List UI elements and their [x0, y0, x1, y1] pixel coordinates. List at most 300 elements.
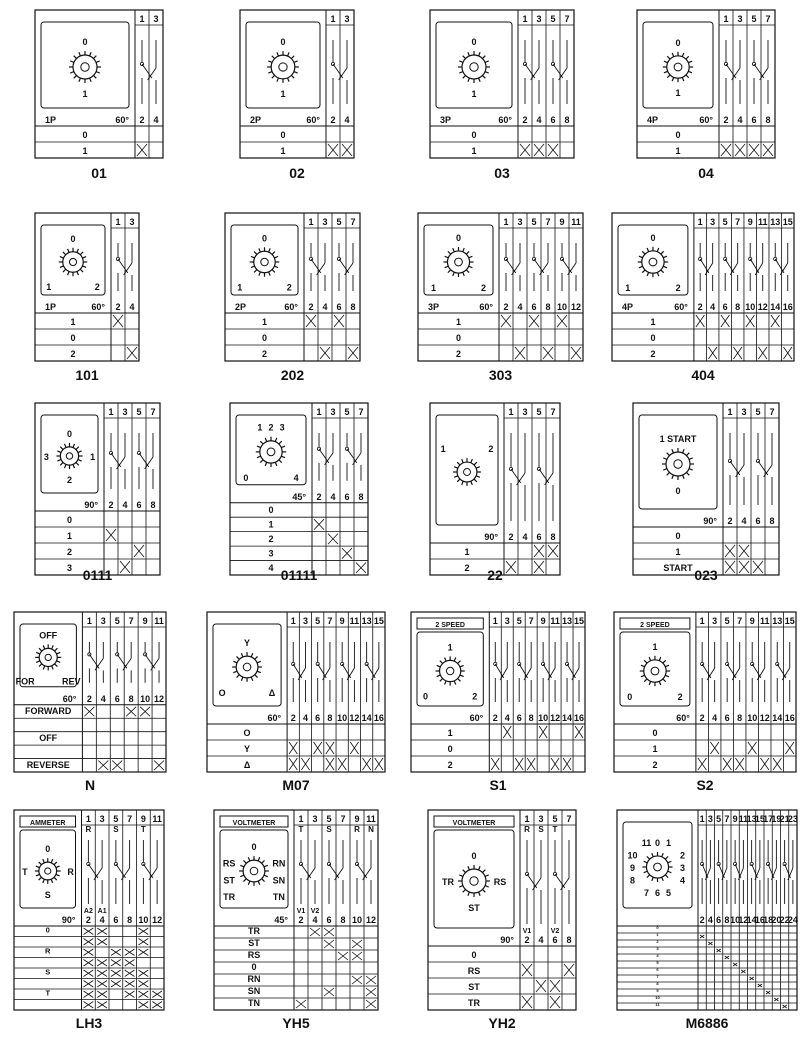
terminal-number: 12	[757, 302, 768, 312]
panel-code-label: 101	[75, 367, 99, 383]
terminal-number: 2	[290, 713, 296, 723]
terminal-number: 9	[142, 616, 148, 626]
position-label: 2	[94, 282, 100, 293]
switch-panel-01	[35, 10, 163, 158]
terminal-label: T	[298, 825, 304, 834]
terminal-number: 12	[738, 915, 749, 925]
position-row-label: RS	[247, 950, 261, 960]
position-row-label: 4	[656, 953, 659, 958]
position-label: 1 START	[659, 434, 697, 444]
terminal-number: 9	[732, 814, 738, 824]
terminal-number: 1	[115, 217, 121, 227]
terminal-number: 11	[152, 814, 162, 824]
terminal-number: 2	[108, 500, 114, 510]
terminal-number: 6	[531, 302, 537, 312]
terminal-number: 9	[540, 616, 546, 626]
position-row-label: 2	[66, 547, 73, 557]
pole-type: 4P	[647, 115, 659, 125]
terminal-number: 11	[550, 616, 560, 626]
terminal-number: 14	[562, 713, 573, 723]
terminal-number: 15	[754, 814, 765, 824]
terminal-number: 5	[550, 14, 556, 24]
position-label: FOR	[15, 676, 35, 687]
terminal-number: 16	[782, 302, 793, 312]
position-label: 4	[293, 473, 299, 484]
terminal-number: 8	[528, 713, 534, 723]
position-row-label: 2	[447, 760, 453, 770]
switch-angle: 60°	[91, 302, 105, 312]
terminal-number: 4	[122, 500, 128, 510]
terminal-number: 5	[114, 616, 120, 626]
terminal-number: 4	[100, 693, 106, 704]
position-label: 2	[481, 283, 487, 294]
terminal-number: 11	[738, 814, 749, 824]
terminal-number: 10	[337, 713, 348, 723]
switch-panel-02	[240, 10, 354, 158]
terminal-number: 1	[524, 814, 530, 824]
terminal-number: 4	[707, 915, 713, 925]
position-label: 0	[675, 486, 681, 496]
position-row-label: 0	[471, 130, 477, 140]
terminal-number: 6	[552, 935, 558, 945]
position-row-label: ST	[468, 982, 480, 992]
terminal-number: 4	[710, 302, 716, 312]
panel-code-label: 303	[488, 367, 513, 383]
terminal-number: 6	[326, 915, 332, 925]
position-label: 0	[650, 232, 656, 243]
terminal-number: 10	[351, 915, 363, 925]
panel-code-label: 02	[289, 165, 305, 181]
position-label: 3	[680, 863, 686, 873]
terminal-number: 12	[152, 915, 163, 925]
knob-icon	[447, 251, 469, 273]
position-row-label: 1	[471, 146, 477, 156]
terminal-number: 8	[150, 500, 156, 510]
switch-panel-04	[637, 10, 775, 158]
switch-panel-LH3	[14, 810, 164, 1010]
position-label: R	[67, 867, 74, 877]
position-row-label: 1	[675, 146, 681, 156]
position-row-label: ST	[248, 938, 260, 948]
terminal-number: 14	[746, 915, 757, 925]
position-label: 0	[471, 37, 477, 47]
position-row-label: 9	[656, 988, 659, 993]
terminal-number: 1	[108, 407, 114, 417]
position-label: 0	[251, 842, 257, 853]
position-row-label: 2	[70, 349, 76, 359]
position-label: 5	[666, 888, 672, 899]
position-row-label: Δ	[243, 760, 251, 770]
terminal-number: 3	[707, 814, 713, 824]
position-label: 0	[280, 37, 286, 48]
position-label: 0	[70, 233, 76, 244]
knob-icon	[644, 660, 666, 682]
position-row-label: 0	[656, 925, 659, 930]
switch-angle: 45°	[292, 491, 306, 502]
position-label: 2	[488, 444, 494, 455]
terminal-number: 3	[302, 616, 308, 626]
position-label: 1	[652, 641, 658, 652]
terminal-number: 5	[516, 616, 522, 626]
terminal-number: 10	[730, 915, 741, 925]
knob-icon	[60, 447, 78, 465]
terminal-number: 1	[316, 407, 322, 417]
switch-panel-303	[418, 213, 583, 361]
terminal-number: 2	[727, 516, 733, 526]
knob-icon	[236, 656, 258, 678]
terminal-number: 3	[330, 407, 336, 417]
terminal-number: 1	[699, 616, 705, 626]
pole-type: 4P	[622, 302, 634, 312]
terminal-number: 4	[322, 302, 328, 312]
terminal-number: 1	[290, 616, 296, 626]
terminal-number: 8	[358, 491, 364, 502]
switch-angle: 90°	[84, 500, 98, 510]
terminal-number: 18	[763, 915, 774, 925]
terminal-number: 5	[315, 616, 321, 626]
knob-icon	[39, 862, 57, 880]
position-label: 1	[675, 88, 681, 99]
position-row-label: OFF	[39, 733, 58, 744]
knob-icon	[457, 462, 477, 482]
terminal-label: R	[524, 825, 530, 834]
knob-icon	[63, 252, 83, 272]
terminal-number: 12	[154, 693, 165, 704]
terminal-number: 3	[710, 217, 716, 227]
terminal-number: 5	[755, 407, 761, 417]
terminal-label: A1	[97, 908, 107, 915]
switch-angle: 90°	[703, 516, 717, 526]
terminal-number: 1	[697, 217, 703, 227]
position-label: 3	[279, 422, 285, 433]
terminal-label: R	[85, 825, 92, 834]
terminal-number: 3	[517, 217, 523, 227]
terminal-number: 7	[566, 814, 572, 824]
terminal-number: 7	[765, 14, 771, 24]
position-row-label: 2	[656, 939, 659, 944]
terminal-number: 11	[154, 616, 164, 626]
terminal-number: 7	[128, 616, 134, 626]
terminal-number: 7	[350, 217, 356, 227]
terminal-number: 9	[749, 616, 755, 626]
terminal-number: 3	[504, 616, 510, 626]
position-label: 2	[66, 475, 73, 486]
pole-type: 1P	[45, 115, 57, 125]
knob-icon	[642, 251, 664, 273]
position-label: T	[22, 867, 28, 877]
position-row-label: 1	[675, 547, 681, 557]
switch-panel-S2	[614, 612, 796, 772]
terminal-number: 6	[136, 500, 142, 510]
terminal-number: 2	[697, 302, 703, 312]
terminal-number: 7	[735, 217, 741, 227]
terminal-number: 2	[723, 115, 729, 125]
terminal-number: 2	[139, 115, 145, 125]
position-row-label: 8	[656, 981, 659, 986]
position-row-label: 11	[655, 1002, 660, 1007]
terminal-number: 8	[566, 935, 572, 945]
panel-code-label: 01	[91, 165, 107, 181]
switch-angle: 90°	[500, 935, 514, 945]
terminal-number: 7	[358, 407, 364, 417]
terminal-number: 16	[784, 713, 795, 723]
panel-title: VOLTMETER	[452, 820, 496, 827]
terminal-number: 4	[741, 516, 747, 526]
terminal-number: 6	[516, 713, 522, 723]
terminal-number: 3	[522, 407, 528, 417]
terminal-number: 13	[562, 616, 573, 626]
switch-angle: 60°	[267, 713, 282, 723]
position-label: 1	[257, 422, 263, 433]
position-row-label: 2	[650, 349, 656, 359]
panel-code-label: 404	[691, 367, 715, 383]
terminal-number: 3	[312, 814, 318, 824]
switch-angle: 60°	[699, 115, 713, 125]
terminal-number: 13	[746, 814, 757, 824]
terminal-number: 9	[559, 217, 565, 227]
switch-panel-101	[35, 213, 139, 361]
terminal-number: 5	[552, 814, 558, 824]
knob-icon	[39, 648, 57, 666]
panel-code-label: S2	[696, 777, 714, 793]
position-row-label: R	[45, 946, 51, 956]
terminal-number: 13	[770, 217, 781, 227]
knob-icon	[73, 55, 97, 79]
position-label: 6	[654, 888, 661, 899]
switch-panel-202	[225, 213, 360, 361]
position-row-label: S	[45, 967, 51, 977]
position-row-label: 0	[471, 950, 477, 960]
terminal-number: 2	[330, 115, 336, 125]
terminal-number: 6	[550, 115, 556, 125]
knob-icon	[667, 56, 689, 78]
terminal-label: T	[140, 825, 146, 834]
position-label: 1	[666, 837, 672, 848]
position-row-label: RN	[247, 974, 261, 984]
terminal-number: 2	[115, 302, 121, 312]
position-label: 0	[45, 844, 51, 855]
terminal-number: 8	[735, 302, 741, 312]
terminal-label: V2	[550, 928, 560, 935]
terminal-number: 7	[545, 217, 551, 227]
terminal-number: 5	[113, 814, 119, 824]
position-label: O	[218, 687, 226, 698]
terminal-number: 5	[722, 217, 728, 227]
terminal-number: 17	[763, 814, 774, 824]
position-row-label: 0	[45, 925, 50, 935]
position-label: 2	[675, 283, 681, 294]
position-row-label: 0	[261, 333, 268, 343]
terminal-number: 4	[536, 115, 542, 125]
position-row-label: 3	[268, 548, 274, 559]
knob-icon	[462, 55, 486, 79]
position-label: 0	[654, 837, 661, 848]
panel-title: AMMETER	[30, 820, 66, 827]
switch-angle: 60°	[479, 302, 493, 312]
terminal-number: 14	[772, 713, 783, 723]
terminal-label: A2	[83, 908, 93, 915]
terminal-number: 7	[737, 616, 743, 626]
position-row-label: 1	[66, 531, 73, 541]
position-row-label: 7	[656, 974, 659, 979]
position-row-label: 1	[280, 146, 286, 156]
terminal-number: 1	[85, 814, 91, 824]
terminal-number: 19	[771, 814, 782, 824]
position-row-label: 0	[280, 130, 286, 140]
terminal-number: 8	[128, 693, 134, 704]
position-row-label: 0	[650, 333, 656, 343]
position-label: 2	[472, 691, 478, 702]
terminal-number: 6	[336, 302, 342, 312]
terminal-number: 3	[153, 14, 159, 24]
terminal-number: 5	[716, 814, 722, 824]
terminal-label: V2	[310, 908, 320, 915]
terminal-number: 4	[330, 491, 336, 502]
position-label: 1	[447, 642, 453, 653]
terminal-number: 7	[340, 814, 346, 824]
position-label: 0	[471, 851, 477, 861]
position-label: 0	[675, 37, 681, 48]
terminal-label: S	[538, 825, 544, 834]
terminal-number: 5	[751, 14, 757, 24]
terminal-number: 2	[85, 915, 91, 925]
terminal-number: 2	[699, 915, 705, 925]
terminal-number: 15	[784, 616, 795, 626]
position-row-label: 0	[447, 744, 453, 754]
terminal-number: 6	[722, 302, 728, 312]
terminal-number: 7	[769, 407, 775, 417]
position-row-label: 1	[652, 744, 658, 754]
terminal-number: 1	[503, 217, 509, 227]
terminal-number: 3	[741, 407, 747, 417]
pole-type: 2P	[250, 115, 262, 125]
terminal-number: 8	[350, 302, 356, 312]
knob-icon	[254, 251, 275, 272]
terminal-number: 2	[308, 302, 314, 312]
position-label: 2	[286, 282, 292, 293]
terminal-number: 1	[139, 14, 145, 24]
position-label: 10	[627, 850, 638, 861]
terminal-number: 9	[339, 616, 345, 626]
terminal-number: 1	[492, 616, 498, 626]
position-row-label: 1	[82, 146, 88, 156]
position-label: 8	[629, 875, 635, 886]
position-label: 2	[268, 422, 274, 433]
knob-icon	[260, 441, 282, 463]
terminal-number: 10	[138, 915, 149, 925]
position-row-label: 0	[455, 333, 462, 343]
panel-code-label: LH3	[75, 1015, 103, 1031]
terminal-number: 6	[113, 915, 119, 925]
switch-panel-404	[612, 213, 794, 361]
position-label: S	[44, 889, 51, 900]
switch-angle: 60°	[284, 302, 298, 312]
terminal-number: 8	[340, 915, 346, 925]
position-label: 4	[680, 875, 686, 886]
terminal-number: 4	[737, 115, 743, 125]
knob-icon	[646, 856, 668, 878]
position-row-label: 0	[70, 333, 76, 343]
terminal-number: 8	[737, 713, 743, 723]
terminal-number: 5	[531, 217, 537, 227]
position-row-label: REVERSE	[26, 760, 70, 770]
terminal-number: 13	[361, 616, 372, 626]
position-label: ST	[468, 903, 480, 913]
position-row-label: FORWARD	[25, 706, 72, 717]
switch-panel-03	[430, 10, 574, 158]
position-row-label: 1	[70, 317, 76, 327]
terminal-number: 9	[140, 814, 146, 824]
terminal-number: 4	[344, 115, 350, 125]
position-label: SN	[272, 875, 286, 886]
terminal-number: 6	[344, 491, 350, 502]
terminal-number: 13	[772, 616, 783, 626]
terminal-number: 16	[754, 915, 765, 925]
position-row-label: 0	[675, 130, 681, 140]
terminal-number: 2	[86, 693, 92, 704]
terminal-number: 8	[564, 115, 570, 125]
switch-panel-0111	[35, 403, 160, 575]
position-row-label: 6	[656, 967, 659, 972]
terminal-number: 11	[349, 616, 360, 626]
position-label: Δ	[268, 687, 276, 698]
position-row-label: 2	[261, 349, 268, 359]
terminal-number: 2	[316, 491, 322, 502]
panel-code-label: 03	[494, 165, 510, 181]
terminal-number: 8	[545, 302, 551, 312]
terminal-label: N	[368, 825, 374, 834]
position-label: 2	[677, 692, 683, 703]
position-label: 3	[43, 452, 49, 462]
terminal-number: 8	[765, 115, 771, 125]
panel-code-label: N	[84, 777, 96, 793]
terminal-number: 2	[699, 713, 705, 723]
terminal-number: 7	[564, 14, 570, 24]
position-label: RS	[222, 858, 236, 869]
position-row-label: 2	[464, 563, 470, 573]
terminal-number: 15	[782, 217, 793, 227]
terminal-number: 8	[127, 915, 133, 925]
terminal-number: 4	[517, 302, 523, 312]
terminal-number: 3	[129, 217, 135, 227]
terminal-number: 15	[373, 616, 384, 626]
switch-angle: 90°	[61, 915, 76, 925]
position-label: RS	[493, 877, 507, 887]
panel-code-label: M07	[282, 777, 310, 793]
terminal-number: 5	[724, 616, 730, 626]
terminal-number: 12	[365, 915, 377, 925]
position-label: 1	[90, 452, 96, 462]
terminal-number: 3	[99, 814, 105, 824]
position-row-label: 1	[268, 519, 274, 530]
terminal-label: V1	[522, 928, 532, 935]
position-row-label: Y	[244, 744, 251, 754]
terminal-number: 2	[492, 713, 498, 723]
position-label: 1	[280, 88, 286, 99]
panel-code-label: 01111	[280, 567, 318, 583]
terminal-number: 6	[751, 115, 757, 125]
terminal-number: 3	[712, 616, 718, 626]
position-row-label: 3	[66, 563, 73, 573]
terminal-number: 2	[503, 302, 509, 312]
terminal-number: 7	[550, 407, 556, 417]
position-row-label: 1	[464, 547, 470, 557]
terminal-number: 24	[787, 915, 798, 925]
pole-type: 1P	[45, 302, 57, 312]
terminal-number: 2	[508, 532, 514, 542]
switch-angle: 60°	[498, 115, 512, 125]
terminal-number: 8	[327, 713, 333, 723]
